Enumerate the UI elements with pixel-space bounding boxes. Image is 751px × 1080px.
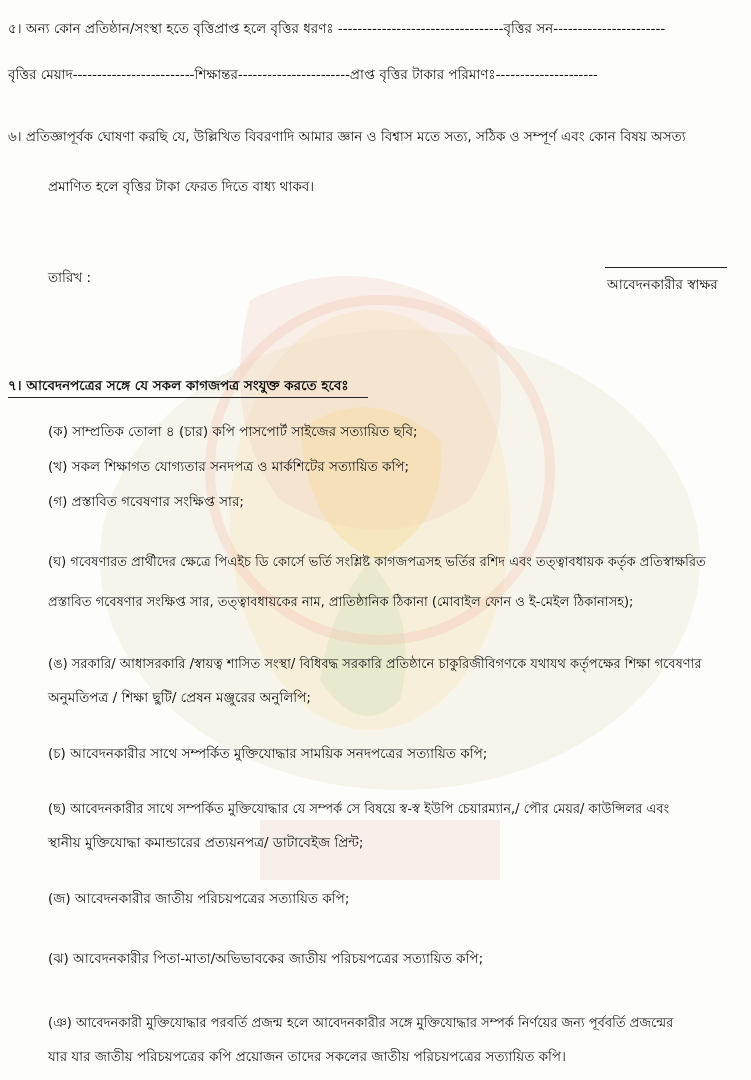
item5-line1: ৫। অন্য কোন প্রতিষ্ঠান/সংস্থা হতে বৃত্তিপ্রাপ্ত হলে বৃত্তির ধরণঃ ----------------------------------বৃত্তির সন----------------------- <box>8 21 666 37</box>
attachment-item-continuation: অনুমতিপত্র / শিক্ষা ছুটি/ প্রেষন মঞ্জুরের অনুলিপি; <box>48 690 311 706</box>
attachment-item: (খ) সকল শিক্ষাগত যোগ্যতার সনদপত্র ও মার্কশিটের সত্যায়িত কপি; <box>48 459 410 475</box>
item6-declaration-line2: প্রমাণিত হলে বৃত্তির টাকা ফেরত দিতে বাধ্য থাকব। <box>48 179 315 195</box>
attachment-item-continuation: স্থানীয় মুক্তিযোদ্ধা কমান্ডারের প্রত্যয়নপত্র/ ডাটাবেইজ প্রিন্ট; <box>48 835 364 851</box>
attachment-item-continuation: যার যার জাতীয় পরিচয়পত্রের কপি প্রয়োজন তাদের সকলের জাতীয় পরিচয়পত্রের সত্যায়িত কপি। <box>48 1049 566 1065</box>
item5-line2: বৃত্তির মেয়াদ-------------------------শিক্ষান্তর-----------------------প্রাপ্ত বৃত্তির টাকার পরিমাণঃ--------------------- <box>8 67 598 83</box>
signature-label: আবেদনকারীর স্বাক্ষর <box>607 277 718 293</box>
attachment-item: (জ) আবেদনকারীর জাতীয় পরিচয়পত্রের সত্যায়িত কপি; <box>48 891 350 907</box>
signature-line <box>605 267 727 268</box>
attachment-item: (গ) প্রস্তাবিত গবেষণার সংক্ষিপ্ত সার; <box>48 494 244 510</box>
item7-heading: ৭। আবেদনপত্রের সঙ্গে যে সকল কাগজপত্র সংযুক্ত করতে হবেঃ <box>8 378 349 394</box>
attachment-item: (ক) সাম্প্রতিক তোলা ৪ (চার) কপি পাসপোর্ট সাইজের সত্যায়িত ছবি; <box>48 424 418 440</box>
item6-declaration-line1: ৬। প্রতিজ্ঞাপূর্বক ঘোষণা করছি যে, উল্লিখিত বিবরণাদি আমার জ্ঞান ও বিশ্বাস মতে সত্য, সঠিক ও সম্পূর্ণ এবং কোন বিষয় অসত্য <box>8 129 686 145</box>
attachment-item: (ছ) আবেদনকারীর সাথে সম্পর্কিত মুক্তিযোদ্ধার যে সম্পর্ক সে বিষয়ে স্ব-স্ব ইউপি চেয়ারম্যান,/ পৌর মেয়র/ কাউন্সিলর এবং <box>48 802 670 817</box>
attachment-item: (ঙ) সরকারি/ আধাসরকারি /স্বায়ত্ব শাসিত সংস্থা/ বিধিবদ্ধ সরকারি প্রতিষ্ঠানে চাকুরিজীবিগণকে যথাযথ কর্তৃপক্ষের শিক্ষা গবেষণার <box>48 657 702 672</box>
date-label: তারিখ : <box>48 270 92 286</box>
attachment-item: (ঘ) গবেষণারত প্রার্থীদের ক্ষেত্রে পিএইচ ডি কোর্সে ভর্তি সংশ্লিষ্ট কাগজপত্রসহ ভর্তির রশিদ এবং তত্ত্বাবধায়ক কর্তৃক প্রতিস্বাক্ষরিত <box>48 555 706 570</box>
heading-underline <box>8 397 368 398</box>
attachment-item: (ঝ) আবেদনকারীর পিতা-মাতা/অভিভাবকের জাতীয় পরিচয়পত্রের সত্যায়িত কপি; <box>48 951 484 967</box>
attachment-item-continuation: প্রস্তাবিত গবেষণার সংক্ষিপ্ত সার, তত্ত্বাবধায়কের নাম, প্রাতিষ্ঠানিক ঠিকানা (মোবাইল ফোন ও ই-মেইল ঠিকানাসহ); <box>48 595 634 610</box>
attachment-item: (ঞ) আবেদনকারী মুক্তিযোদ্ধার পরবর্তি প্রজন্ম হলে আবেদনকারীর সঙ্গে মুক্তিযোদ্ধার সম্পর্ক নির্ণয়ের জন্য পূর্ববর্তি প্রজন্মের <box>48 1016 674 1031</box>
attachment-item: (চ) আবেদনকারীর সাথে সম্পর্কিত মুক্তিযোদ্ধার সাময়িক সনদপত্রের সত্যায়িত কপি; <box>48 746 488 762</box>
